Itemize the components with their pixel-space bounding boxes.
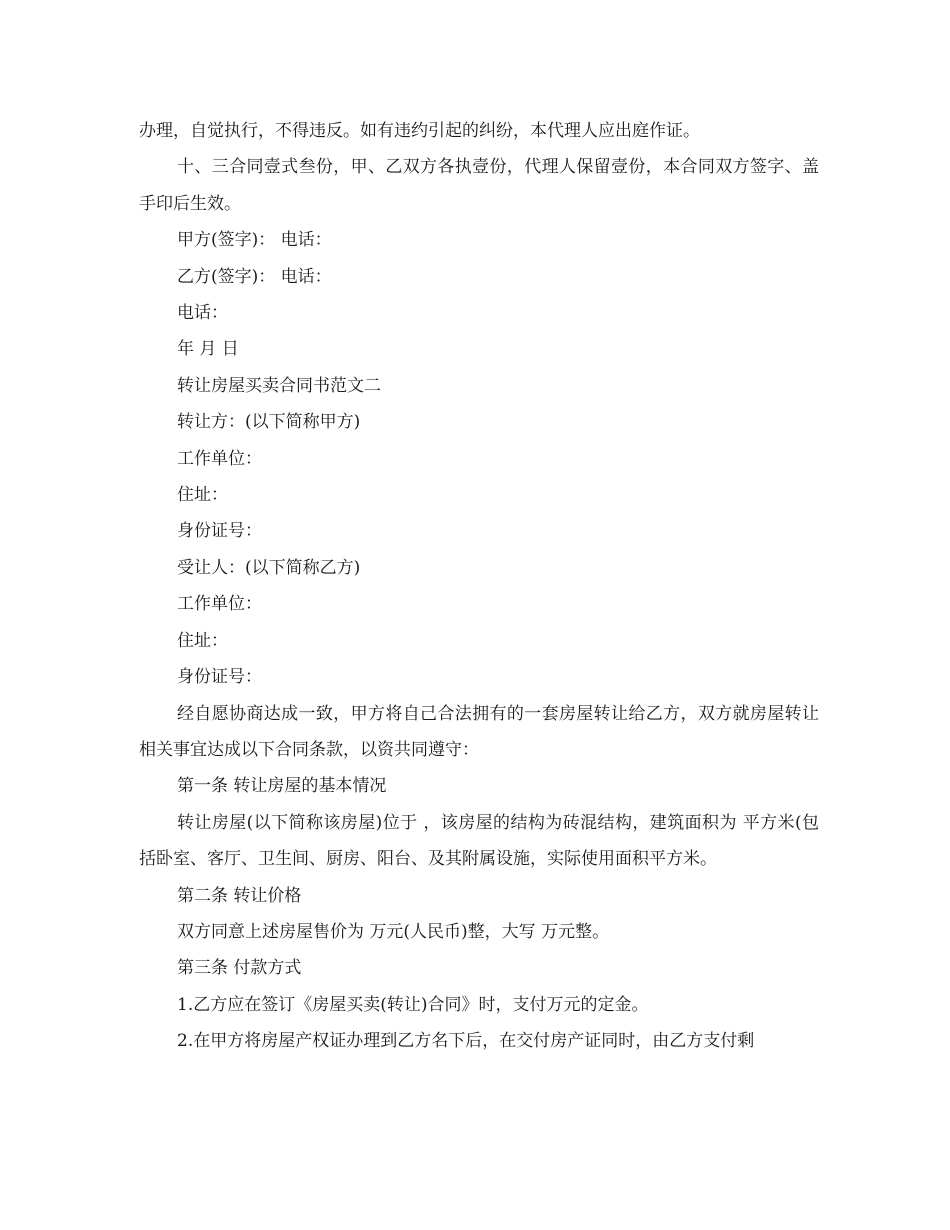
party-a-signature-line: 甲方(签字)： 电话： — [177, 230, 332, 251]
transferee-line: 受让人：(以下简称乙方) — [177, 557, 361, 578]
payment-item-1: 1.乙方应在签订《房屋买卖(转让)合同》时，支付万元的定金。 — [177, 994, 649, 1015]
phone-line: 电话： — [177, 303, 228, 324]
date-line: 年 月 日 — [177, 339, 239, 360]
transferee-id-line: 身份证号： — [177, 667, 262, 688]
document-body — [139, 113, 819, 1060]
paragraph-agreement-intro: 经自愿协商达成一致，甲方将自己合法拥有的一套房屋转让给乙方，双方就房屋转让相关事宜达成以下合同条款，以资共同遵守： — [139, 703, 819, 760]
transferor-id-line: 身份证号： — [177, 521, 262, 542]
transferee-employer-line: 工作单位： — [177, 594, 262, 615]
section-title: 转让房屋买卖合同书范文二 — [177, 375, 381, 396]
article-two-heading: 第二条 转让价格 — [177, 885, 302, 906]
paragraph-clause-ten: 十、三合同壹式叁份，甲、乙双方各执壹份，代理人保留壹份，本合同双方签字、盖手印后生效。 — [139, 157, 819, 214]
transferor-line: 转让方：(以下简称甲方) — [177, 412, 361, 433]
payment-item-2: 2.在甲方将房屋产权证办理到乙方名下后，在交付房产证同时，由乙方支付剩 — [177, 1031, 755, 1052]
transferee-address-line: 住址： — [177, 630, 228, 651]
paragraph-article-two: 双方同意上述房屋售价为 万元(人民币)整，大写 万元整。 — [177, 921, 610, 942]
transferor-employer-line: 工作单位： — [177, 448, 262, 469]
article-three-heading: 第三条 付款方式 — [177, 958, 302, 979]
party-b-signature-line: 乙方(签字)： 电话： — [177, 266, 332, 287]
paragraph-continuation: 办理，自觉执行，不得违反。如有违约引起的纠纷，本代理人应出庭作证。 — [139, 121, 700, 141]
article-one-heading: 第一条 转让房屋的基本情况 — [177, 776, 387, 797]
transferor-address-line: 住址： — [177, 485, 228, 506]
paragraph-article-one: 转让房屋(以下简称该房屋)位于 ，该房屋的结构为砖混结构，建筑面积为 平方米(包括卧室、客厅、卫生间、厨房、阳台、及其附属设施，实际使用面积平方米。 — [139, 812, 819, 870]
